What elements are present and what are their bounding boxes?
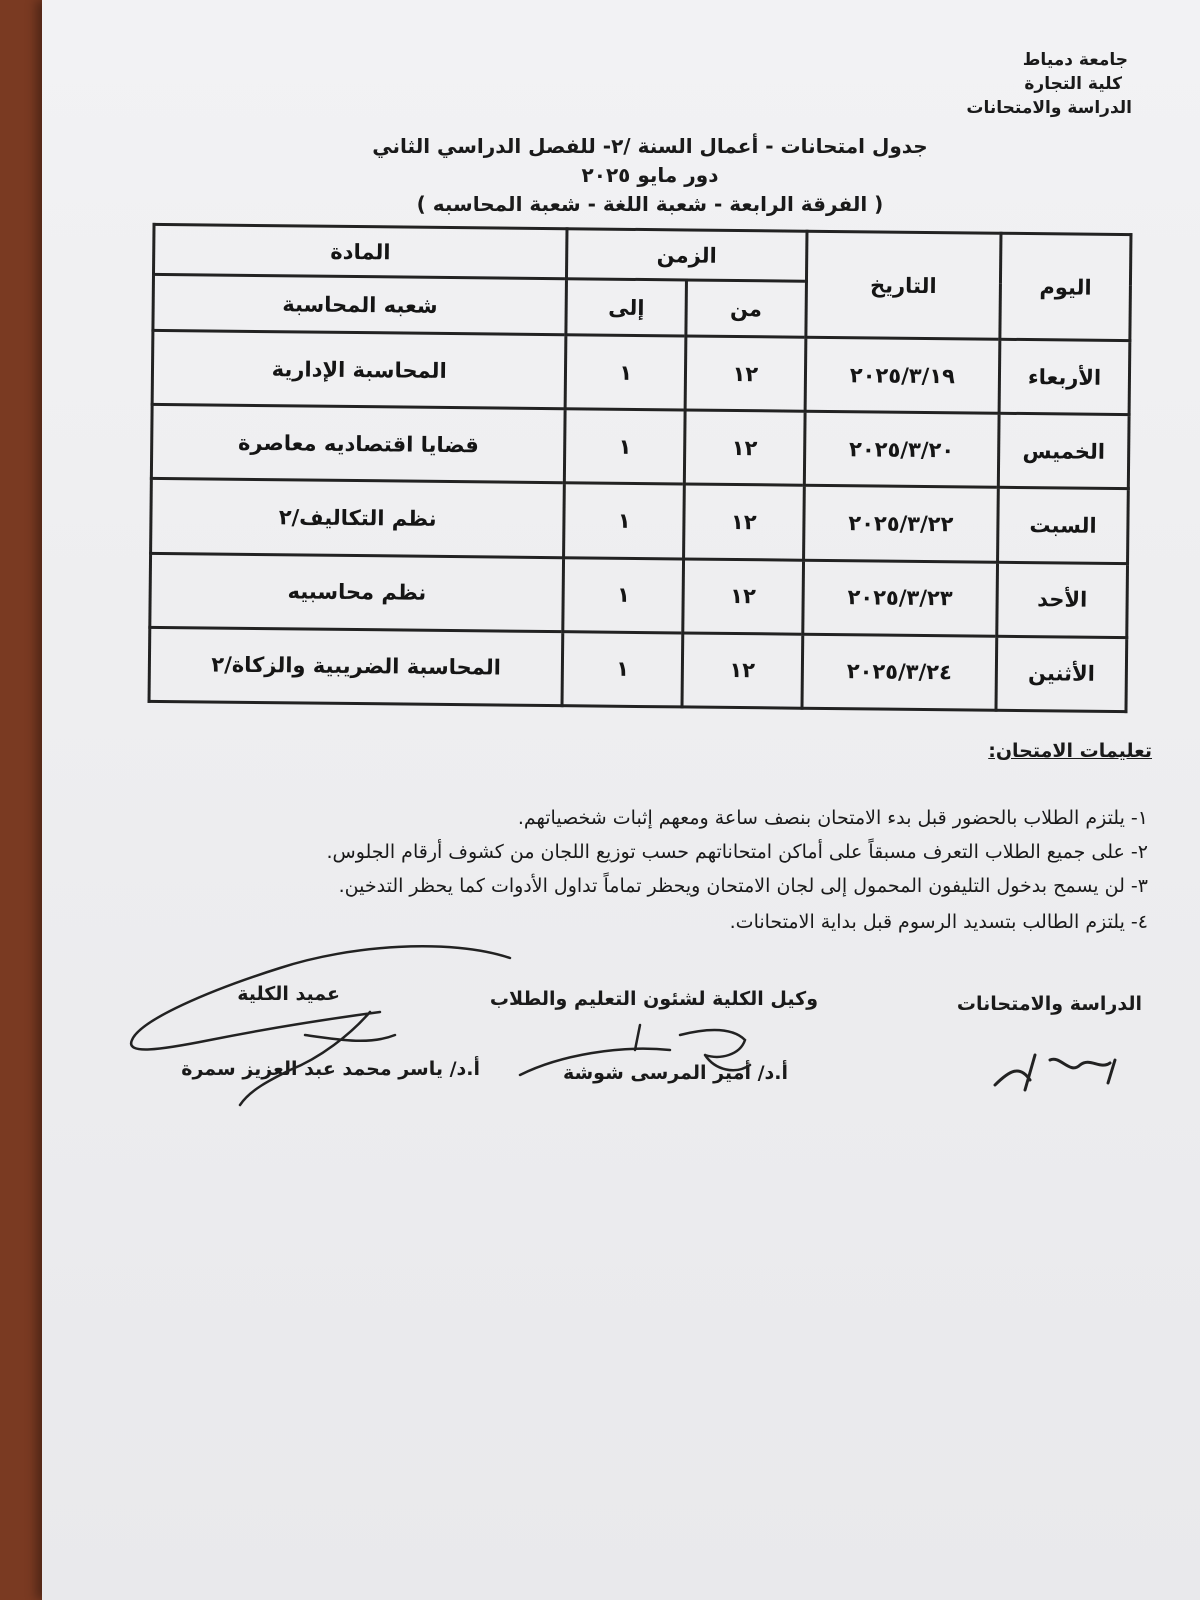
row-to: ١ [563, 557, 683, 632]
row-date: ٢٠٢٥/٣/٢٠ [804, 411, 999, 487]
table-row [152, 330, 1130, 414]
row-subject: المحاسبة الضريبية والزكاة/٢ [149, 627, 563, 706]
row-day: الأحد [997, 562, 1128, 638]
exams-office-title: الدراسة والامتحانات [956, 993, 1142, 1015]
university-name: جامعة دمياط [1022, 50, 1128, 70]
row-from: ١٢ [684, 410, 804, 485]
row-to: ١ [565, 409, 685, 484]
dean-name: أ.د/ ياسر محمد عبد العزيز سمرة [181, 1058, 480, 1080]
instructions-title: تعليمات الامتحان: [988, 740, 1152, 762]
row-subject: نظم محاسبيه [150, 553, 564, 632]
header-division: شعبه المحاسبة [153, 274, 567, 334]
row-subject: المحاسبة الإدارية [152, 330, 566, 409]
row-day: الخميس [999, 413, 1130, 489]
row-from: ١٢ [683, 559, 803, 634]
instruction-item: ٤- يلتزم الطالب بتسديد الرسوم قبل بداية الامتحانات. [729, 911, 1148, 933]
row-subject: نظم التكاليف/٢ [151, 479, 565, 558]
row-from: ١٢ [684, 484, 804, 559]
department-name: الدراسة والامتحانات [966, 98, 1132, 118]
division-subtitle: ( الفرقة الرابعة - شعبة اللغة - شعبة المحاسبه ) [416, 192, 884, 216]
header-day: اليوم [1000, 233, 1131, 340]
header-from: من [686, 280, 806, 337]
exam-session: دور مايو ٢٠٢٥ [581, 163, 719, 187]
page-title: جدول امتحانات - أعمال السنة /٢- للفصل الدراسي الثاني [372, 134, 928, 158]
faculty-name: كلية التجارة [1024, 74, 1122, 94]
instruction-item: ١- يلتزم الطلاب بالحضور قبل بدء الامتحان بنصف ساعة ومعهم إثبات شخصياتهم. [517, 807, 1148, 829]
row-to: ١ [562, 631, 682, 706]
row-subject: قضايا اقتصاديه معاصرة [151, 405, 565, 484]
row-day: السبت [998, 488, 1129, 564]
table-row [151, 479, 1129, 563]
header-time: الزمن [567, 229, 807, 282]
vice-dean-name: أ.د/ أمير المرسى شوشة [562, 1062, 788, 1084]
header-to: إلى [566, 279, 686, 336]
row-to: ١ [564, 483, 684, 558]
table-row [151, 405, 1129, 489]
row-to: ١ [566, 335, 686, 410]
row-day: الأثنين [996, 636, 1127, 712]
row-day: الأربعاء [999, 339, 1130, 415]
dean-title: عميد الكلية [237, 983, 340, 1005]
instruction-item: ٣- لن يسمح بدخول التليفون المحمول إلى لجان الامتحان ويحظر تماماً تداول الأدوات كما يحظر التدخين. [338, 875, 1148, 897]
row-date: ٢٠٢٥/٣/٢٤ [802, 634, 997, 710]
instruction-item: ٢- على جميع الطلاب التعرف مسبقاً على أماكن امتحاناتهم حسب توزيع اللجان من كشوف أرقام الجلوس. [326, 841, 1148, 863]
table-row [149, 627, 1127, 711]
header-subject: المادة [154, 224, 568, 278]
row-from: ١٢ [682, 633, 802, 708]
row-date: ٢٠٢٥/٣/١٩ [805, 337, 1000, 413]
header-date: التاريخ [806, 231, 1002, 339]
exams-office-signature [990, 1035, 1150, 1095]
row-date: ٢٠٢٥/٣/٢٣ [802, 560, 997, 636]
vice-dean-signature [500, 1015, 800, 1090]
row-date: ٢٠٢٥/٣/٢٢ [803, 486, 998, 562]
row-from: ١٢ [685, 336, 805, 411]
table-row [150, 553, 1128, 637]
dean-signature [120, 940, 540, 1130]
exam-schedule-table [148, 223, 1133, 713]
vice-dean-title: وكيل الكلية لشئون التعليم والطلاب [489, 988, 818, 1010]
